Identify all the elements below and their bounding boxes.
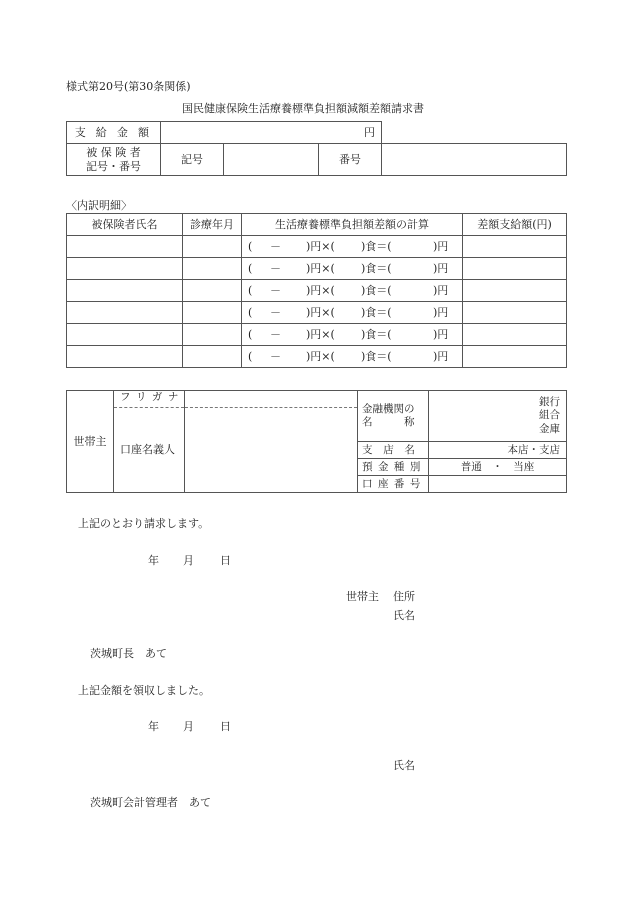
calc-meals-eq: )食＝(: [361, 327, 392, 341]
insured-label: [67, 144, 161, 176]
institution-type-bank: 銀行: [539, 395, 560, 408]
calc-minus: －: [270, 239, 281, 253]
calc-open: (: [248, 283, 253, 297]
householder-signature-label: 世帯主: [346, 590, 379, 603]
calc-yen-close: )円: [433, 283, 449, 297]
account-holder-label: 口座名義人: [114, 408, 185, 493]
header-table: [66, 121, 567, 176]
request-date-year: 年: [148, 554, 159, 567]
request-name-label: 氏名: [393, 609, 415, 622]
calc-yen-close: )円: [433, 327, 449, 341]
calc-minus: －: [270, 327, 281, 341]
calc-minus: －: [270, 305, 281, 319]
column-header-treatment-month: 診療年月: [183, 214, 242, 236]
calc-open: (: [248, 349, 253, 363]
amount-label: 支 給 金 額: [67, 122, 161, 144]
insured-label-line2: 記号・番号: [86, 159, 141, 173]
receipt-date-month: 月: [183, 720, 194, 733]
insured-label-line1: 被 保 険 者: [86, 146, 141, 160]
calc-yen-close: )円: [433, 239, 449, 253]
receipt-statement: 上記金額を領収しました。: [78, 684, 210, 697]
calc-yen-close: )円: [433, 305, 449, 319]
receipt-date-year: 年: [148, 720, 159, 733]
furigana-field[interactable]: [185, 391, 358, 408]
calculation-cell[interactable]: [242, 324, 463, 346]
table-row: [67, 324, 567, 346]
table-row: [67, 346, 567, 368]
treatment-month-cell[interactable]: [183, 236, 242, 258]
insured-name-cell[interactable]: [67, 258, 183, 280]
request-addressee: 茨城町長 あて: [90, 647, 167, 660]
difference-amount-cell[interactable]: [463, 324, 567, 346]
column-header-difference-amount: 差額支給額(円): [463, 214, 567, 236]
branch-field[interactable]: 本店・支店: [429, 442, 567, 459]
institution-label: [358, 391, 429, 442]
difference-amount-cell[interactable]: [463, 280, 567, 302]
calc-open: (: [248, 239, 253, 253]
account-holder-field[interactable]: [185, 408, 358, 493]
calc-yen-times: )円×(: [306, 349, 335, 363]
receipt-date-day: 日: [220, 720, 231, 733]
detail-table: [66, 213, 567, 368]
institution-type-union: 組合: [539, 409, 560, 422]
calculation-cell[interactable]: [242, 236, 463, 258]
treatment-month-cell[interactable]: [183, 324, 242, 346]
symbol-label: 記号: [161, 144, 224, 176]
calc-minus: －: [270, 283, 281, 297]
institution-name-field[interactable]: [429, 391, 567, 442]
insured-name-cell[interactable]: [67, 324, 183, 346]
receipt-addressee: 茨城町会計管理者 あて: [90, 796, 211, 809]
account-number-field[interactable]: [429, 476, 567, 493]
difference-amount-cell[interactable]: [463, 236, 567, 258]
account-number-label: 口 座 番 号: [358, 476, 429, 493]
number-field[interactable]: [382, 144, 567, 176]
amount-field[interactable]: [161, 122, 382, 144]
treatment-month-cell[interactable]: [183, 302, 242, 324]
table-row: [67, 280, 567, 302]
institution-type-shinkin: 金庫: [539, 422, 560, 435]
difference-amount-cell[interactable]: [463, 258, 567, 280]
request-date-month: 月: [183, 554, 194, 567]
treatment-month-cell[interactable]: [183, 258, 242, 280]
insured-name-cell[interactable]: [67, 280, 183, 302]
receipt-name-label: 氏名: [393, 759, 415, 772]
deposit-type-label: 預 金 種 別: [358, 459, 429, 476]
calc-meals-eq: )食＝(: [361, 349, 392, 363]
request-date-day: 日: [220, 554, 231, 567]
calc-meals-eq: )食＝(: [361, 239, 392, 253]
insured-name-cell[interactable]: [67, 346, 183, 368]
number-label: 番号: [319, 144, 382, 176]
calc-yen-times: )円×(: [306, 305, 335, 319]
furigana-label: フ リ ガ ナ: [114, 391, 185, 408]
table-row: [67, 302, 567, 324]
calc-open: (: [248, 261, 253, 275]
column-header-insured-name: 被保険者氏名: [67, 214, 183, 236]
calc-yen-times: )円×(: [306, 239, 335, 253]
calc-yen-close: )円: [433, 349, 449, 363]
bank-account-table: [66, 390, 567, 493]
calculation-cell[interactable]: [242, 346, 463, 368]
table-row: [67, 258, 567, 280]
calculation-cell[interactable]: [242, 280, 463, 302]
calc-yen-times: )円×(: [306, 261, 335, 275]
address-label: 住所: [393, 590, 415, 603]
calc-open: (: [248, 305, 253, 319]
calc-minus: －: [270, 261, 281, 275]
calc-yen-times: )円×(: [306, 327, 335, 341]
difference-amount-cell[interactable]: [463, 302, 567, 324]
calc-meals-eq: )食＝(: [361, 305, 392, 319]
calc-yen-close: )円: [433, 261, 449, 275]
treatment-month-cell[interactable]: [183, 346, 242, 368]
calc-minus: －: [270, 349, 281, 363]
amount-unit: 円: [364, 125, 375, 139]
calc-yen-times: )円×(: [306, 283, 335, 297]
calc-meals-eq: )食＝(: [361, 261, 392, 275]
symbol-field[interactable]: [224, 144, 319, 176]
calculation-cell[interactable]: [242, 302, 463, 324]
calculation-cell[interactable]: [242, 258, 463, 280]
calc-meals-eq: )食＝(: [361, 283, 392, 297]
column-header-calculation: 生活療養標準負担額差額の計算: [242, 214, 463, 236]
detail-section-label: 〈内訳明細〉: [66, 199, 132, 212]
request-statement: 上記のとおり請求します。: [78, 517, 210, 530]
form-number: 様式第20号(第30条関係): [66, 80, 191, 93]
difference-amount-cell[interactable]: [463, 346, 567, 368]
treatment-month-cell[interactable]: [183, 280, 242, 302]
insured-name-cell[interactable]: [67, 302, 183, 324]
deposit-type-field[interactable]: 普通 ・ 当座: [429, 459, 567, 476]
branch-label: 支 店 名: [358, 442, 429, 459]
householder-label: 世帯主: [67, 391, 114, 493]
table-row: [67, 236, 567, 258]
institution-label-line1: 金融機関の: [362, 403, 415, 416]
document-title: 国民健康保険生活療養標準負担額減額差額請求書: [182, 102, 424, 115]
institution-label-line2: 名 称: [362, 416, 415, 428]
insured-name-cell[interactable]: [67, 236, 183, 258]
calc-open: (: [248, 327, 253, 341]
